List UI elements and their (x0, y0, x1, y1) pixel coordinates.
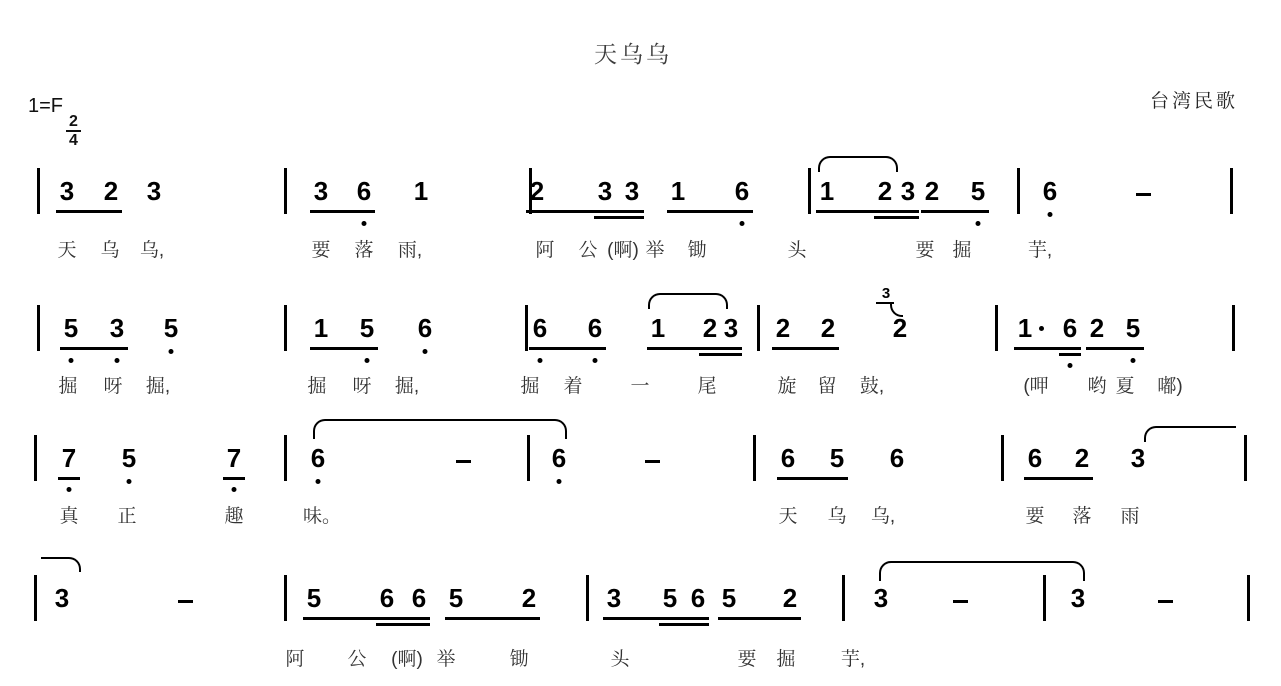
beam (921, 210, 989, 213)
note: 3 (59, 176, 75, 206)
note: 6 (1062, 313, 1078, 343)
beam (772, 347, 839, 350)
note: 2 (877, 176, 893, 206)
song-title: 天乌乌 (594, 41, 672, 67)
barline (284, 435, 287, 481)
lyric: 雨 (1120, 506, 1140, 527)
barline (842, 575, 845, 621)
beam (874, 216, 919, 219)
lyric: 阿 (285, 649, 305, 670)
barline (808, 168, 811, 214)
octave-dot (115, 358, 120, 363)
note: 2 (521, 583, 537, 613)
lyric: 乌 (100, 240, 120, 261)
octave-dot (365, 358, 370, 363)
lyric: 尾 (697, 376, 717, 397)
lyric: 味。 (302, 506, 342, 527)
lyric: 天 (57, 240, 77, 261)
lyric: 掘 (952, 240, 972, 261)
barline (284, 575, 287, 621)
lyric: 趣 (224, 506, 244, 527)
lyric: 呀 (352, 376, 372, 397)
lyric: 乌, (870, 506, 896, 527)
beam (816, 210, 919, 213)
lyric: 掘 (520, 376, 540, 397)
note: 5 (829, 443, 845, 473)
octave-dot (362, 221, 367, 226)
note: 3 (109, 313, 125, 343)
barline (284, 305, 287, 351)
octave-dot (593, 358, 598, 363)
time-signature-numerator: 2 (66, 113, 81, 132)
key-label: 1=F (28, 95, 64, 117)
lyric: 落 (1072, 506, 1092, 527)
barline (586, 575, 589, 621)
barline (995, 305, 998, 351)
lyric: 乌, (139, 240, 165, 261)
beam (603, 617, 709, 620)
lyric: 留 (817, 376, 837, 397)
note: 3 (723, 313, 739, 343)
note: 5 (121, 443, 137, 473)
note: 3 (873, 583, 889, 613)
note: 6 (587, 313, 603, 343)
note: 7 (226, 443, 242, 473)
octave-dot (1048, 212, 1053, 217)
note: 3 (313, 176, 329, 206)
lyric: 要 (311, 240, 331, 261)
note: 5 (359, 313, 375, 343)
lyric: 头 (610, 649, 630, 670)
lyric: 公 (347, 649, 367, 670)
lyric: 夏 (1115, 376, 1135, 397)
lyric: 一 (630, 376, 650, 397)
note: 3 (1070, 583, 1086, 613)
barline (525, 305, 528, 351)
octave-dot (538, 358, 543, 363)
note: 5 (163, 313, 179, 343)
note: 5 (970, 176, 986, 206)
barline (1001, 435, 1004, 481)
key-signature (28, 95, 81, 149)
barline (757, 305, 760, 351)
barline (34, 575, 37, 621)
lyric: 锄 (687, 240, 707, 261)
note: 2 (924, 176, 940, 206)
lyric: 掘 (58, 376, 78, 397)
octave-dot (69, 358, 74, 363)
beam (777, 477, 848, 480)
lyric: 公 (578, 240, 598, 261)
beam (647, 347, 742, 350)
grace-note: 3 (881, 285, 891, 302)
note: 5 (1125, 313, 1141, 343)
lyric: 嘟) (1157, 376, 1183, 397)
barline (37, 168, 40, 214)
note: 1 (313, 313, 329, 343)
beam (310, 347, 378, 350)
lyric: (啊) (391, 649, 423, 670)
lyric: 头 (787, 240, 807, 261)
note: 6 (379, 583, 395, 613)
beam (667, 210, 753, 213)
note: 6 (780, 443, 796, 473)
octave-dot (1131, 358, 1136, 363)
lyric: 掘, (145, 376, 171, 397)
octave-dot (127, 479, 132, 484)
barline (34, 435, 37, 481)
beam (1024, 477, 1093, 480)
barline (1017, 168, 1020, 214)
lyric: 芋, (1027, 240, 1053, 261)
beam (699, 353, 742, 356)
duration-dash (1136, 193, 1151, 196)
lyric: 哟 (1087, 376, 1107, 397)
beam (445, 617, 540, 620)
note: 6 (690, 583, 706, 613)
barline (753, 435, 756, 481)
note: 3 (1130, 443, 1146, 473)
note: 2 (1089, 313, 1105, 343)
slur (1144, 426, 1236, 442)
barline (37, 305, 40, 351)
octave-dot (232, 487, 237, 492)
beam (526, 210, 644, 213)
note: 6 (734, 176, 750, 206)
note: 2 (529, 176, 545, 206)
note: 5 (448, 583, 464, 613)
note: 1 (819, 176, 835, 206)
octave-dot (67, 487, 72, 492)
lyric: 乌 (827, 506, 847, 527)
lyric: 要 (915, 240, 935, 261)
barline (1043, 575, 1046, 621)
octave-dot (557, 479, 562, 484)
beam (60, 347, 128, 350)
lyric: 要 (1025, 506, 1045, 527)
barline (1247, 575, 1250, 621)
lyric: 落 (354, 240, 374, 261)
note: 6 (889, 443, 905, 473)
lyric: 呀 (103, 376, 123, 397)
note: 6 (417, 313, 433, 343)
lyric: 掘 (307, 376, 327, 397)
lyric: 鼓, (859, 376, 885, 397)
note: 3 (54, 583, 70, 613)
barline (1232, 305, 1235, 351)
octave-dot (423, 349, 428, 354)
note: 1 (650, 313, 666, 343)
song-credit: 台湾民歌 (1150, 91, 1239, 112)
lyric: 掘 (776, 649, 796, 670)
note: 2 (1074, 443, 1090, 473)
lyric: (啊) (607, 240, 639, 261)
note: 5 (662, 583, 678, 613)
beam (1014, 347, 1081, 350)
beam (56, 210, 122, 213)
time-signature-denominator: 4 (69, 132, 78, 149)
beam (58, 477, 80, 480)
lyric: 举 (645, 240, 665, 261)
slur (818, 156, 898, 172)
beam (594, 216, 644, 219)
octave-dot (1068, 363, 1073, 368)
barline (527, 435, 530, 481)
note: 5 (721, 583, 737, 613)
octave-dot (169, 349, 174, 354)
lyric: 锄 (509, 649, 529, 670)
lyric: 天 (778, 506, 798, 527)
beam (718, 617, 801, 620)
beam (529, 347, 606, 350)
beam (223, 477, 245, 480)
note: 3 (146, 176, 162, 206)
barline (284, 168, 287, 214)
note: 3 (900, 176, 916, 206)
lyric: (呷 (1023, 376, 1049, 397)
duration-dash (456, 460, 471, 463)
lyric: 掘, (394, 376, 420, 397)
note: 6 (532, 313, 548, 343)
beam (659, 623, 709, 626)
lyric: 要 (737, 649, 757, 670)
beam (376, 623, 430, 626)
note: 2 (775, 313, 791, 343)
note: 5 (63, 313, 79, 343)
note: 3 (624, 176, 640, 206)
beam (1059, 353, 1081, 356)
duration-dash (953, 600, 968, 603)
note: 1 (413, 176, 429, 206)
beam (1086, 347, 1144, 350)
note: 2 (782, 583, 798, 613)
augmentation-dot (1039, 326, 1044, 331)
barline (1244, 435, 1247, 481)
note: 3 (597, 176, 613, 206)
duration-dash (645, 460, 660, 463)
note: 6 (551, 443, 567, 473)
lyric: 芋, (840, 649, 866, 670)
time-signature (66, 113, 81, 149)
note: 2 (820, 313, 836, 343)
slur (41, 557, 81, 572)
lyric: 举 (436, 649, 456, 670)
octave-dot (316, 479, 321, 484)
lyric: 旋 (777, 376, 797, 397)
lyric: 真 (59, 506, 79, 527)
slur (648, 293, 728, 309)
note: 6 (1027, 443, 1043, 473)
note: 2 (702, 313, 718, 343)
lyric: 正 (117, 506, 137, 527)
lyric: 着 (563, 376, 583, 397)
duration-dash (178, 600, 193, 603)
lyric: 雨, (397, 240, 423, 261)
note: 6 (356, 176, 372, 206)
note: 5 (306, 583, 322, 613)
duration-dash (1158, 600, 1173, 603)
lyric: 阿 (535, 240, 555, 261)
slur (313, 419, 567, 439)
octave-dot (740, 221, 745, 226)
slur (879, 561, 1085, 581)
note: 2 (103, 176, 119, 206)
octave-dot (976, 221, 981, 226)
note: 1 (670, 176, 686, 206)
note: 1 (1017, 313, 1033, 343)
note: 6 (310, 443, 326, 473)
note: 6 (1042, 176, 1058, 206)
note: 6 (411, 583, 427, 613)
note: 2 (892, 313, 908, 343)
note: 7 (61, 443, 77, 473)
beam (310, 210, 375, 213)
beam (303, 617, 430, 620)
barline (1230, 168, 1233, 214)
note: 3 (606, 583, 622, 613)
